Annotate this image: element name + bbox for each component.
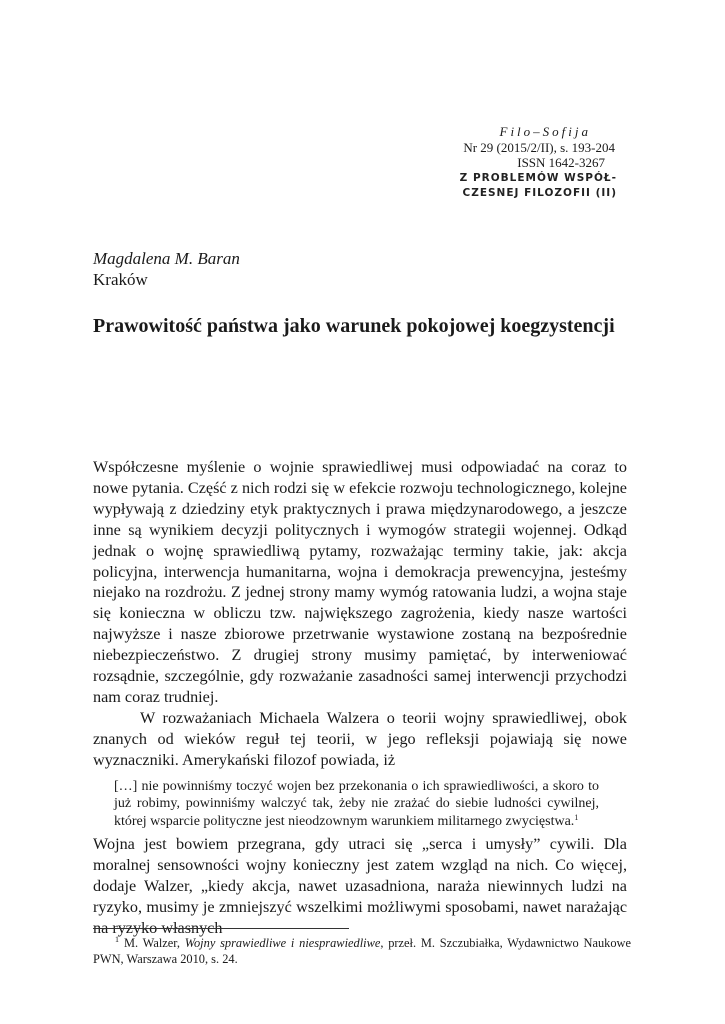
footnote (93, 935, 631, 967)
paragraph-1: Współczesne myślenie o wojnie sprawiedliwej musi odpowiadać na coraz to nowe pytania. Część z nich rodzi się w efekcie rozwoju technologicznego, kolejne wypływają z dziedziny etyk praktycznych i prawa międzynarodowego, a jeszcze inne są wynikiem decyzji politycznych i wymogów strategii wojennej. Odkąd jednak o wojnę sprawiedliwą pytamy, rozważając terminy takie, jak: akcja policyjna, interwencja humanitarna, wojna i demokracja prewencyjna, jesteśmy niejako na rozdrożu. Z jednej strony mamy wymóg ratowania ludzi, a wojna staje się konieczna w obliczu tzw. największego zagrożenia, kiedy nasze wartości najwyższe i nasze zbiorowe przetrwanie wystawione zostaną na bezpośrednie niebezpieczeństwo. Z drugiej strony musimy pamiętać, by interweniować rozsądnie, szczególnie, gdy rozważanie zasadności samej interwencji przychodzi nam coraz trudniej. (93, 458, 627, 706)
quote-text: […] nie powinniśmy toczyć wojen bez przekonania o ich sprawiedliwości, a skoro to już robimy, powinniśmy walczyć tak, żeby nie zrażać do siebie ludności cywilnej, której wsparcie polityczne jest nieodzownym warunkiem militarnego zwycięstwa. (114, 778, 599, 829)
footnote-book-title: Wojny sprawiedliwe i niesprawiedliwe (184, 936, 381, 950)
block-quote (114, 778, 599, 831)
footnote-author: M. Walzer, (124, 936, 181, 950)
footnote-reference[interactable]: 1 (574, 812, 579, 822)
footnote-divider (93, 928, 349, 929)
author-block (93, 248, 240, 290)
article-body (93, 457, 627, 939)
footnote-details: , przeł. M. Szczubiałka, Wydawnictwo Naukowe PWN, Warszawa 2010, s. 24. (93, 936, 631, 966)
issue-info: Nr 29 (2015/2/II), s. 193-204 (463, 139, 615, 155)
journal-name: Filo–Sofija (499, 124, 591, 139)
author-name: Magdalena M. Baran (93, 249, 240, 268)
article-title: Prawowitość państwa jako warunek pokojowej koegzystencji (93, 315, 615, 337)
issn: ISSN 1642-3267 (517, 155, 605, 170)
paragraph-2: W rozważaniach Michaela Walzera o teorii wojny sprawiedliwej, obok znanych od wieków reguł tej teorii, w jego refleksji pojawiają się nowe wyznaczniki. Amerykański filozof powiada, iż (93, 708, 627, 769)
paragraph-3: Wojna jest bowiem przegrana, gdy utraci się „serca i umysły” cywili. Dla moralnej sensowności wojny konieczny jest zatem wzgląd na nich. Co więcej, dodaje Walzer, „kiedy akcja, nawet uzasadniona, naraża niewinnych ludzi na ryzyko, musimy je zmniejszyć wszelkimi możliwymi sposobami, nawet narażając na ryzyko własnych (93, 835, 627, 937)
section-title-line-1: Z PROBLEMÓW WSPÓŁ- (459, 171, 617, 184)
section-title-line-2: CZESNEJ FILOZOFII (II) (462, 187, 617, 199)
author-city: Kraków (93, 270, 148, 289)
footnote-mark: 1 (115, 935, 119, 944)
journal-header (375, 124, 615, 202)
